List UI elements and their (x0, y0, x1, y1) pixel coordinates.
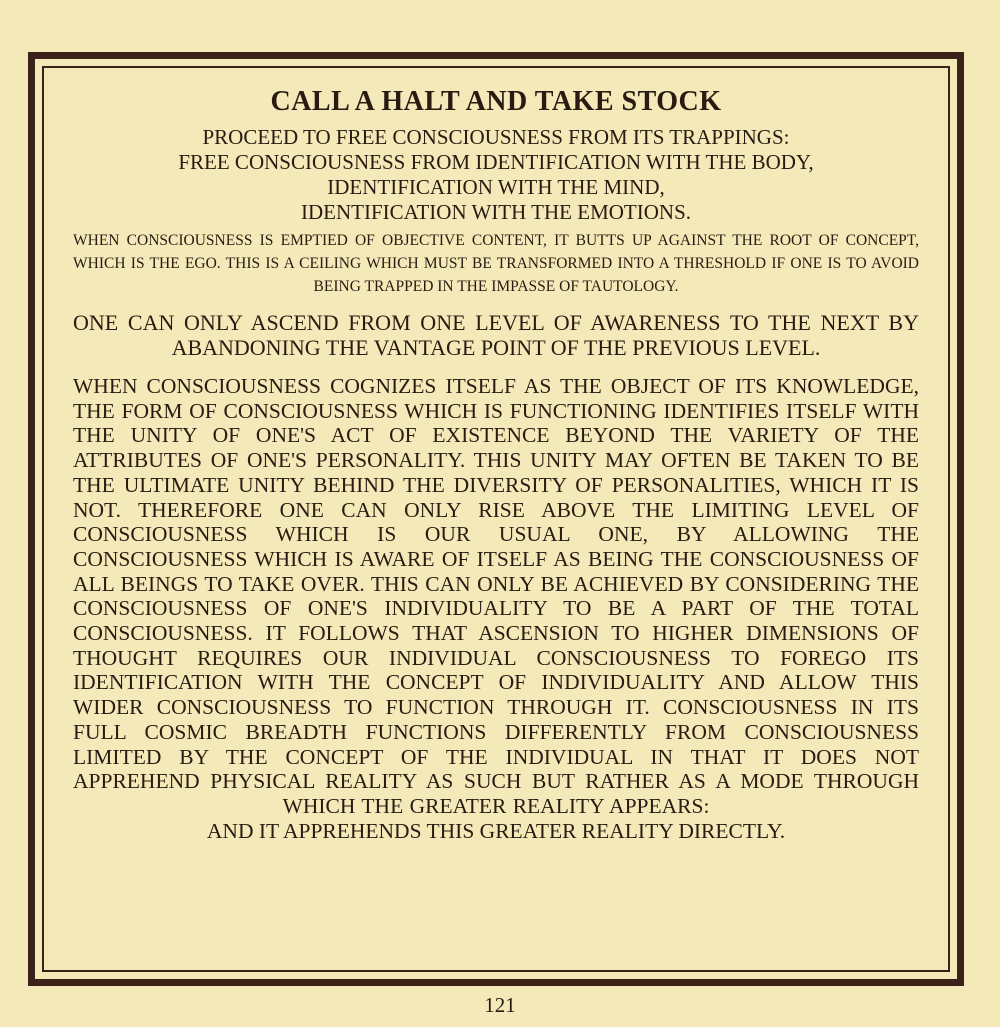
lead-line-2: FREE CONSCIOUSNESS FROM IDENTIFICATION WITH THE BODY, (178, 150, 814, 174)
lead-line-4: IDENTIFICATION WITH THE EMOTIONS. (300, 200, 691, 224)
page-number: 121 (484, 993, 516, 1017)
lead-block (73, 125, 919, 225)
small-paragraph: WHEN CONSCIOUSNESS IS EMPTIED OF OBJECTIVE CONTENT, IT BUTTS UP AGAINST THE ROOT OF CONCEPT, WHICH IS THE EGO. THIS IS A CEILING WHICH MUST BE TRANSFORMED INTO A THRESHOLD IF ONE IS TO AVOID BEING TRAPPED IN THE IMPASSE OF TAUTOLOGY. (73, 232, 919, 295)
lead-line-1: PROCEED TO FREE CONSCIOUSNESS FROM ITS TRAPPINGS: (202, 125, 790, 149)
page-content (73, 85, 919, 844)
main-paragraph: WHEN CONSCIOUSNESS COGNIZES ITSELF AS THE OBJECT OF ITS KNOWLEDGE, THE FORM OF CONSCIOUSNESS WHICH IS FUNCTIONING IDENTIFIES ITSELF WITH THE UNITY OF ONE'S ACT OF EXISTENCE BEYOND THE VARIETY OF THE ATTRIBUTES OF ONE'S PERSONALITY. THIS UNITY MAY OFTEN BE TAKEN TO BE THE ULTIMATE UNITY BEHIND THE DIVERSITY OF PERSONALITIES, WHICH IT IS NOT. THEREFORE ONE CAN ONLY RISE ABOVE THE LIMITING LEVEL OF CONSCIOUSNESS WHICH IS OUR USUAL ONE, BY ALLOWING THE CONSCIOUSNESS WHICH IS AWARE OF ITSELF AS BEING THE CONSCIOUSNESS OF ALL BEINGS TO TAKE OVER. THIS CAN ONLY BE ACHIEVED BY CONSIDERING THE CONSCIOUSNESS OF ONE'S INDIVIDUALITY TO BE A PART OF THE TOTAL CONSCIOUSNESS. IT FOLLOWS THAT ASCENSION TO HIGHER DIMENSIONS OF THOUGHT REQUIRES OUR INDIVIDUAL CONSCIOUSNESS TO FOREGO ITS IDENTIFICATION WITH THE CONCEPT OF INDIVIDUALITY AND ALLOW THIS WIDER CONSCIOUSNESS TO FUNCTION THROUGH IT. CONSCIOUSNESS IN ITS FULL COSMIC BREADTH FUNCTIONS DIFFERENTLY FROM CONSCIOUSNESS LIMITED BY THE CONCEPT OF THE INDIVIDUAL IN THAT IT DOES NOT APPREHEND PHYSICAL REALITY AS SUCH BUT RATHER AS A MODE THROUGH WHICH THE GREATER REALITY APPEARS: (73, 374, 919, 818)
lead-line-3: IDENTIFICATION WITH THE MIND, (327, 175, 665, 199)
page-frame (28, 52, 964, 986)
final-line: AND IT APPREHENDS THIS GREATER REALITY DIRECTLY. (206, 818, 786, 843)
middle-paragraph: ONE CAN ONLY ASCEND FROM ONE LEVEL OF AWARENESS TO THE NEXT BY ABANDONING THE VANTAGE POINT OF THE PREVIOUS LEVEL. (73, 310, 919, 360)
page-title: CALL A HALT AND TAKE STOCK (270, 86, 722, 117)
